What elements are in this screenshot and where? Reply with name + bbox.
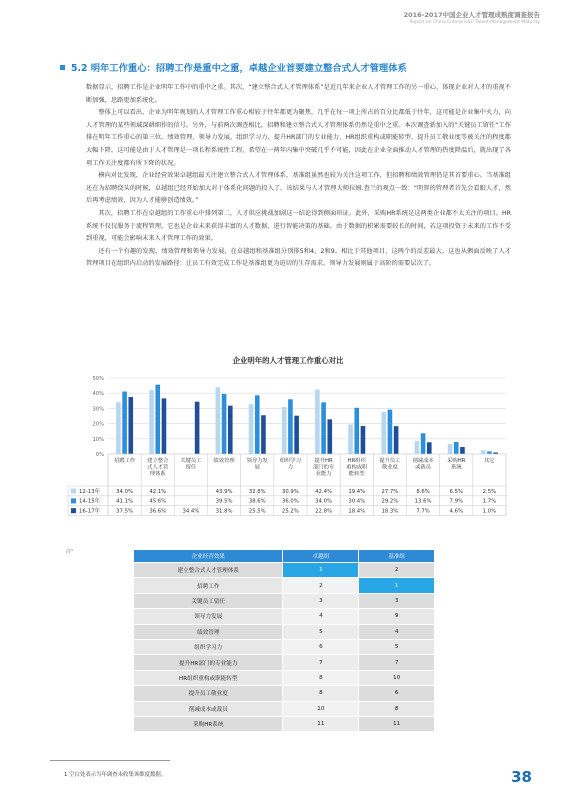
data-label: 34.4% xyxy=(182,508,200,515)
table-row xyxy=(134,686,435,701)
data-label: 32.8% xyxy=(248,488,266,495)
paragraph-2: 整体上可以看出，企业为明年规划的人才管理工作重心相较于往年都更为聚焦，几乎在每一项上所占的百分比都低于往年，这可能是企业集中火力，向人才管理的某些领域深耕细作的信号。另外，与前两次调查相比，招聘和建立整合式人才管理体系仍然是重中之重。本次调查新加入的”关键员工留任“工作排在明年工作重心的第三位。绩效管理、领导力发展、组织学习力、提升HR部门的专业能力、HR组织重构或职能转型、提升员工敬业度等被关注的程度都大幅下降。这可能是由于人才管理是一项长程系统性工程，希望在一两年内集中突破几乎不可能，因此在企业全面推动人才管理的热度降温后，就出现了各项工作关注度都有所下降的状况。 xyxy=(86,109,511,167)
rank-excellent: 7 xyxy=(283,655,359,670)
data-label: 34.0% xyxy=(116,488,133,495)
rank-item-name: 提升HR部门的专业能力 xyxy=(134,655,283,670)
rank-baseline: 7 xyxy=(359,655,435,670)
x-tick-label: 削减成本或裁员 xyxy=(412,458,434,471)
data-label: 25.5% xyxy=(248,508,266,515)
x-tick-label: 组织学习力 xyxy=(279,458,302,471)
data-label: 6.5% xyxy=(449,488,463,495)
y-tick-label: 40% xyxy=(92,391,104,398)
rank-excellent: 1 xyxy=(283,563,359,578)
bar-14-15年 xyxy=(122,392,127,454)
data-label: 22.8% xyxy=(315,508,332,515)
data-label: 7.7% xyxy=(416,508,430,515)
table-row xyxy=(134,563,435,578)
rank-excellent: 5 xyxy=(283,624,359,639)
rank-baseline: 6 xyxy=(359,686,435,701)
y-tick-label: 50% xyxy=(92,376,104,382)
rank-item-name: 削减成本或裁员 xyxy=(134,701,283,716)
data-label: 30.4% xyxy=(348,498,366,505)
rank-excellent: 3 xyxy=(283,593,359,608)
bar-12-13年 xyxy=(315,390,320,454)
bar-14-15年 xyxy=(321,402,326,454)
bar-16-17年 xyxy=(427,442,432,454)
bar-14-15年 xyxy=(222,394,227,454)
bar-12-13年 xyxy=(448,444,453,454)
data-label: 18.3% xyxy=(381,508,399,515)
report-title: 2016-2017中国企业人才管理成熟度调查报告 xyxy=(403,11,540,19)
footnote-rule xyxy=(50,760,170,761)
rank-excellent: 10 xyxy=(283,701,359,716)
x-tick-label: 关键员工留任 xyxy=(180,458,202,471)
bar-14-15年 xyxy=(454,442,459,454)
legend-label: 12-13年 xyxy=(79,488,101,495)
bar-16-17年 xyxy=(195,402,200,454)
section-heading xyxy=(60,60,520,74)
rank-baseline: 2 xyxy=(359,563,435,578)
data-label: 25.2% xyxy=(282,508,299,515)
page-number: 38 xyxy=(511,768,532,786)
legend-swatch-14-15年 xyxy=(71,498,76,503)
paragraph-1: 数据显示，招聘工作是企业明年工作中的重中之重。其次，“建立整合式人才管理体系”是近几年来企业人才管理工作的另一重心，体现企业对人才的重视不断加强，思路更加系统化。 xyxy=(86,84,511,104)
bar-12-13年 xyxy=(149,390,154,454)
x-tick-label: 领导力发展 xyxy=(246,458,268,471)
bar-12-13年 xyxy=(249,404,254,454)
data-label: 38.6% xyxy=(248,498,266,505)
table-row xyxy=(134,593,435,608)
bar-16-17年 xyxy=(327,419,332,454)
bar-16-17年 xyxy=(162,398,167,454)
bar-12-13年 xyxy=(216,387,221,454)
bar-16-17年 xyxy=(460,447,465,454)
table-row xyxy=(134,609,435,624)
section-title: 5.2 明年工作重心：招聘工作是重中之重，卓越企业首要建立整合式人才管理体系 xyxy=(71,63,407,74)
rank-baseline: 9 xyxy=(359,609,435,624)
rank-item-name: HR组织重构或职能转型 xyxy=(134,670,283,685)
data-label: 41.1% xyxy=(116,498,133,505)
bar-14-15年 xyxy=(354,408,359,454)
rank-item-name: 招聘工作 xyxy=(134,578,283,593)
data-label: 43.9% xyxy=(215,488,233,495)
legend-label: 14-15年 xyxy=(79,498,101,505)
rank-baseline: 10 xyxy=(359,670,435,685)
table-row xyxy=(134,655,435,670)
rank-item-name: 组织学习力 xyxy=(134,639,283,654)
bar-14-15年 xyxy=(288,399,293,454)
priority-bar-chart xyxy=(66,352,511,542)
x-tick-label: 建立整合式人才管理体系 xyxy=(147,458,169,478)
data-label: 45.6% xyxy=(149,498,167,505)
bar-12-13年 xyxy=(381,412,386,454)
rank-excellent: 4 xyxy=(283,609,359,624)
data-label: 19.4% xyxy=(348,488,366,495)
paragraph-5: 还有一个有趣的发现，绩效管理和领导力发展，在卓越组和基准组分别排5和4，2和9。相比于其他项目，这两个的反差最大。这也从侧面反映了人才管理项目在组织内启动的发展路径：让员工有效完成工作是基准组更为迫切的生存需求，领导力发展则属于高阶的需要层次了。 xyxy=(86,247,511,268)
rank-baseline: 1 xyxy=(359,578,435,593)
bar-14-15年 xyxy=(421,433,426,454)
data-label: 7.9% xyxy=(449,498,463,505)
x-tick-label: 绩效管理 xyxy=(213,458,235,464)
bar-14-15年 xyxy=(155,385,160,454)
table-row xyxy=(134,639,435,654)
rank-baseline: 5 xyxy=(359,639,435,654)
data-label: 30.9% xyxy=(282,488,299,495)
x-tick-label: HR组织重构或职能转型 xyxy=(346,458,368,478)
bar-14-15年 xyxy=(255,395,260,454)
bar-16-17年 xyxy=(394,426,399,454)
x-tick-label: 采购HR 系统 xyxy=(447,458,466,471)
y-tick-label: 20% xyxy=(92,421,104,428)
data-label: 27.7% xyxy=(381,488,399,495)
data-label: 2.5% xyxy=(482,488,497,495)
bar-12-13年 xyxy=(282,407,287,454)
y-tick-label: 0% xyxy=(95,452,104,458)
chart-note: 注¹ xyxy=(66,549,74,555)
body-text xyxy=(86,82,511,271)
bar-16-17年 xyxy=(228,406,233,454)
data-label: 34.0% xyxy=(315,498,332,505)
rank-excellent: 11 xyxy=(283,716,359,731)
report-subtitle: Report on China Enterprises' Talent Management Maturity xyxy=(409,20,540,25)
rank-item-name: 提升员工敬业度 xyxy=(134,686,283,701)
y-tick-label: 10% xyxy=(92,436,104,443)
rank-table xyxy=(133,549,435,732)
section-bullet-icon xyxy=(60,65,65,70)
data-label: 8.6% xyxy=(416,488,430,495)
rank-baseline: 3 xyxy=(359,593,435,608)
data-label: 42.1% xyxy=(149,488,167,495)
paragraph-3: 横向对比发现，企业经营效果卓越组最关注建立整合式人才管理体系，基准组虽然也较为关注这项工作，但招聘和绩效管理仍是其首要重心。当基准组还在为招聘绕头的时候，卓越组已经开始加大对于体系化问题的投入了。该结果与人才管理大师拉姆.查兰的观点一致：“明智的管理者首先会看眼人才，然后再考虑绩效，因为人才能够创造绩效。” xyxy=(86,172,511,205)
rank-baseline: 8 xyxy=(359,701,435,716)
rank-excellent: 2 xyxy=(283,578,359,593)
rank-table-header xyxy=(134,550,435,563)
bar-14-15年 xyxy=(487,451,492,454)
rank-item-name: 领导力发展 xyxy=(134,609,283,624)
legend-swatch-16-17年 xyxy=(71,508,76,513)
bar-14-15年 xyxy=(388,410,393,454)
bar-16-17年 xyxy=(128,397,133,454)
bar-16-17年 xyxy=(361,426,366,454)
y-tick-label: 30% xyxy=(92,406,104,413)
paragraph-4: 其次，招聘工作在卓越组的工作重心中排列第二，人才供应挑战加剧这一结论得到侧面印证。此外，采购HR系统是这两类企业都不太关注的项目。HR系统不仅仅服务于流程管理，它也是企业未来获得丰富的人才数据，进行智能决策的基础。由于数据的积累需要较长的时间，若这项投资于未来的工作不受到重视，可能会影响未来人才管理工作的效果。 xyxy=(86,209,511,243)
x-tick-label: 招聘工作 xyxy=(113,458,136,464)
rank-header-excellent: 卓越组 xyxy=(283,550,359,563)
x-tick-label: 提升员工敬业度 xyxy=(379,458,401,471)
data-label: 13.6% xyxy=(414,498,432,505)
table-row xyxy=(134,670,435,685)
bar-12-13年 xyxy=(481,450,486,454)
table-row xyxy=(134,578,435,593)
rank-excellent: 8 xyxy=(283,670,359,685)
rank-excellent: 8 xyxy=(283,686,359,701)
data-label: 29.2% xyxy=(381,498,399,505)
data-label: 1.7% xyxy=(482,498,497,505)
data-label: 31.8% xyxy=(215,508,233,515)
report-header xyxy=(404,10,540,25)
rank-item-name: 建立整合式人才管理体系 xyxy=(134,563,283,578)
bar-12-13年 xyxy=(415,441,420,454)
rank-header-item: 企业经营效果 xyxy=(134,550,283,563)
data-label: 36.6% xyxy=(149,508,167,515)
data-label: 37.5% xyxy=(116,508,133,515)
rank-excellent: 6 xyxy=(283,639,359,654)
rank-item-name: 绩效管理 xyxy=(134,624,283,639)
chart-title: 企业明年的人才管理工作重心对比 xyxy=(232,356,344,365)
data-label: 42.4% xyxy=(315,488,332,495)
rank-header-baseline: 基准组 xyxy=(359,550,435,563)
data-label: 4.6% xyxy=(449,508,463,515)
rank-item-name: 关键员工留任 xyxy=(134,593,283,608)
x-tick-label: 提升HR 部门的专业能力 xyxy=(312,458,335,478)
bar-16-17年 xyxy=(261,415,266,454)
footnote: 1 空白处表示当年调查未收集该维度数据。 xyxy=(64,772,167,778)
table-row xyxy=(134,716,435,731)
legend-swatch-12-13年 xyxy=(71,489,76,494)
rank-item-name: 采购HR系统 xyxy=(134,716,283,731)
bar-12-13年 xyxy=(348,425,353,454)
legend-label: 16-17年 xyxy=(79,508,101,515)
table-row xyxy=(134,624,435,639)
table-row xyxy=(134,701,435,716)
bar-16-17年 xyxy=(294,416,299,454)
data-label: 18.4% xyxy=(348,508,366,515)
bar-12-13年 xyxy=(116,402,121,454)
rank-baseline: 11 xyxy=(359,716,435,731)
data-label: 36.0% xyxy=(282,498,299,505)
data-label: 1.0% xyxy=(482,508,497,515)
data-label: 39.5% xyxy=(215,498,233,505)
rank-baseline: 4 xyxy=(359,624,435,639)
x-tick-label: 其它 xyxy=(484,458,495,464)
